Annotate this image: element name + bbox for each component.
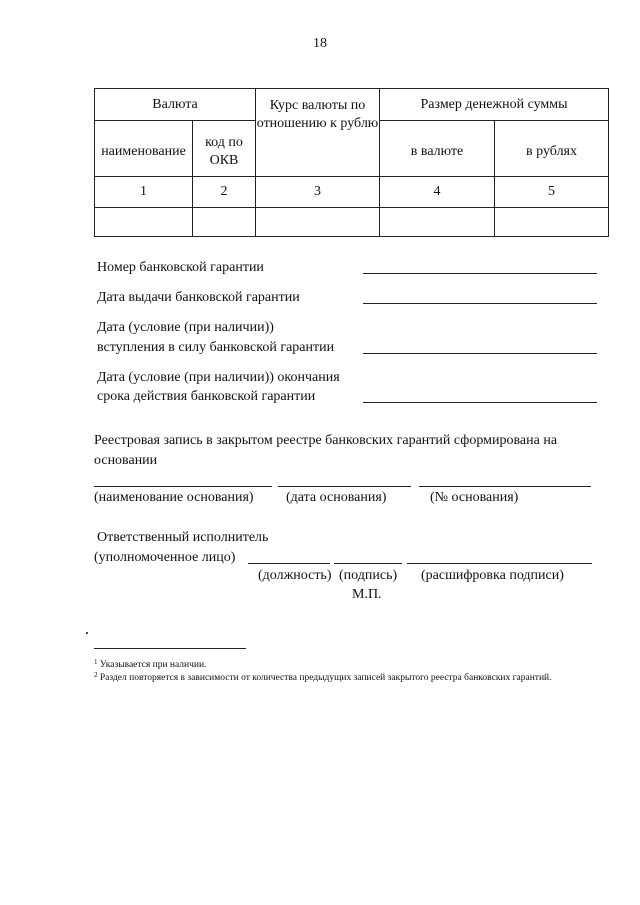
footnote-1-text: Указывается при наличии.	[99, 660, 207, 670]
table-header-row	[95, 89, 609, 121]
column-number: 2	[193, 177, 256, 208]
currency-table	[94, 88, 609, 237]
signature-decoding-line	[407, 563, 592, 564]
caption-signature: (подпись)	[339, 568, 398, 583]
table-cell	[256, 208, 380, 237]
registry-text-line-1: Реестровая запись в закрытом реестре банковских гарантий сформирована на	[94, 433, 558, 448]
basis-name-line	[94, 486, 272, 487]
field-label-entry-date-2: вступления в силу банковской гарантии	[97, 340, 335, 355]
stray-dot	[86, 632, 88, 634]
table-row	[95, 177, 609, 208]
field-label-end-date-2: срока действия банковской гарантии	[97, 389, 316, 404]
seal-place: М.П.	[352, 587, 382, 602]
caption-basis-number: (№ основания)	[430, 490, 519, 505]
table-cell	[193, 208, 256, 237]
page-number: 18	[313, 36, 327, 51]
field-label-end-date-1: Дата (условие (при наличии)) окончания	[97, 370, 340, 385]
table-cell	[495, 208, 609, 237]
end-date-line	[363, 402, 597, 403]
caption-basis-name: (наименование основания)	[94, 490, 254, 505]
header-in-currency: в валюте	[380, 121, 495, 177]
table-row	[95, 208, 609, 237]
field-label-issue-date: Дата выдачи банковской гарантии	[97, 290, 300, 305]
header-in-rubles: в рублях	[495, 121, 609, 177]
header-name: наименование	[95, 121, 193, 177]
footnote-1-mark: 1	[94, 658, 98, 666]
responsible-label: Ответственный исполнитель	[97, 530, 269, 545]
field-label-guarantee-number: Номер банковской гарантии	[97, 260, 264, 275]
header-amount: Размер денежной суммы	[380, 89, 609, 121]
column-number: 4	[380, 177, 495, 208]
signature-line	[334, 563, 402, 564]
basis-number-line	[419, 486, 591, 487]
basis-date-line	[278, 486, 411, 487]
issue-date-line	[363, 303, 597, 304]
table-cell	[95, 208, 193, 237]
table-cell	[380, 208, 495, 237]
footnote-2-mark: 2	[94, 671, 98, 679]
position-line	[248, 563, 330, 564]
authorized-person-label: (уполномоченное лицо)	[94, 550, 236, 565]
caption-position: (должность)	[258, 568, 332, 583]
field-label-entry-date-1: Дата (условие (при наличии))	[97, 320, 274, 335]
registry-text-line-2: основании	[94, 453, 158, 468]
footnote-separator	[94, 648, 246, 649]
header-okv-code: код по ОКВ	[193, 121, 256, 177]
entry-date-line	[363, 353, 597, 354]
header-rate: Курс валюты по отношению к рублю	[256, 89, 380, 177]
caption-signature-decoding: (расшифровка подписи)	[421, 568, 564, 583]
column-number: 1	[95, 177, 193, 208]
column-number: 3	[256, 177, 380, 208]
guarantee-number-line	[363, 273, 597, 274]
footnote-2-text: Раздел повторяется в зависимости от количества предыдущих записей закрытого реестра банковских гарантий.	[99, 673, 552, 683]
caption-basis-date: (дата основания)	[286, 490, 387, 505]
column-number: 5	[495, 177, 609, 208]
header-currency: Валюта	[95, 89, 256, 121]
footnote-2	[94, 669, 594, 685]
